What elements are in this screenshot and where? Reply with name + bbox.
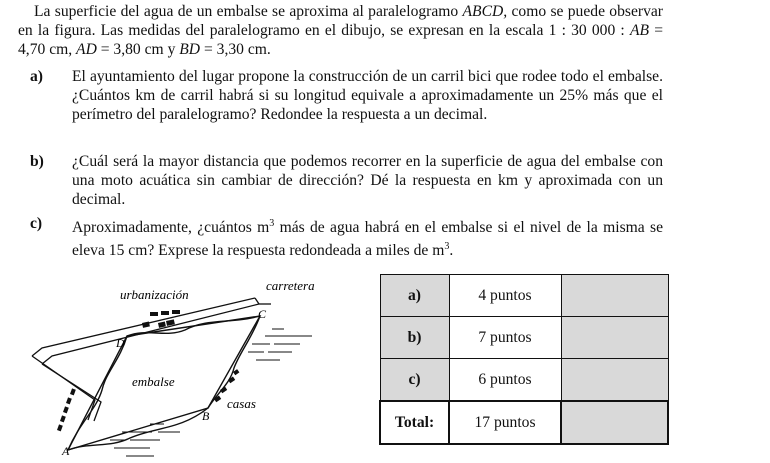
- score-row-a: [380, 275, 668, 317]
- question-c-sup-2: 3: [444, 241, 450, 253]
- label-casas: casas: [227, 396, 256, 411]
- question-b-label: b): [30, 153, 44, 170]
- reservoir-figure: [30, 272, 350, 462]
- question-c-sup-1: 3: [269, 218, 275, 229]
- score-blank-c: [561, 359, 668, 402]
- score-table: [379, 274, 669, 445]
- score-total-label: Total:: [380, 401, 449, 444]
- measure-bd-value: = 3,30 cm.: [200, 41, 271, 58]
- measure-ad-value: = 3,80 cm y: [96, 41, 180, 58]
- score-row-c: [380, 359, 668, 402]
- vertex-c-label: C: [258, 307, 267, 321]
- measure-ab-label: AB: [629, 22, 650, 39]
- score-blank-b: [561, 317, 668, 359]
- label-urbanizacion: urbanización: [120, 287, 189, 302]
- score-total-points: 17 puntos: [449, 401, 561, 444]
- measure-ab-value: = 4,70 cm,: [18, 22, 663, 58]
- score-part-b: b): [380, 317, 449, 359]
- problem-statement: [18, 2, 663, 59]
- score-part-c: c): [380, 359, 449, 402]
- score-part-a: a): [380, 275, 449, 317]
- houses-marks: [57, 310, 239, 431]
- label-carretera: carretera: [266, 278, 315, 293]
- vertex-b-label: B: [202, 409, 210, 423]
- statement-text-2: como se puede observar en la figura. Las medidas del paralelogramo en el dibujo, se expresan en la escala 1 : 30 000 :: [18, 3, 663, 39]
- question-a-text: El ayuntamiento del lugar propone la construcción de un carril bici que rodee todo el embalse. ¿Cuántos km de carril habrá si su longitud equivale a aproximadamente un 25% más que el perímetro del paralelogramo? Redondee la respuesta a un decimal.: [72, 68, 663, 123]
- question-c-label: c): [30, 215, 43, 232]
- measure-ad-label: AD: [76, 41, 97, 58]
- terrain-dashes: [110, 329, 312, 456]
- score-points-c: 6 puntos: [449, 359, 561, 402]
- question-c-text-1: Aproximadamente, ¿cuántos m: [72, 219, 270, 237]
- score-blank-a: [561, 275, 668, 317]
- question-c-text-2: más de agua habrá en el embalse si el nivel de la misma se eleva 15 cm? Exprese la respuesta redondeada a miles de m: [72, 219, 663, 260]
- question-b-text: ¿Cuál será la mayor distancia que podemos recorrer en la superficie de agua del embalse con una moto acuática sin cambiar de dirección? Dé la respuesta en km y aproximada con un decimal.: [72, 153, 663, 208]
- statement-abcd: ABCD,: [462, 3, 508, 20]
- score-points-b: 7 puntos: [449, 317, 561, 359]
- statement-text-1: La superficie del agua de un embalse se aproxima al paralelogramo: [34, 3, 463, 20]
- score-total-blank: [561, 401, 668, 444]
- vertex-a-label: A: [62, 444, 70, 458]
- score-points-a: 4 puntos: [449, 275, 561, 317]
- question-c-text: [72, 214, 663, 260]
- score-row-total: [380, 401, 668, 444]
- label-embalse: embalse: [132, 374, 175, 389]
- question-c-text-3: .: [449, 242, 454, 260]
- measure-bd-label: BD: [179, 41, 201, 58]
- question-a-label: a): [30, 68, 43, 85]
- score-row-b: [380, 317, 668, 359]
- vertex-d-label: D: [116, 336, 125, 350]
